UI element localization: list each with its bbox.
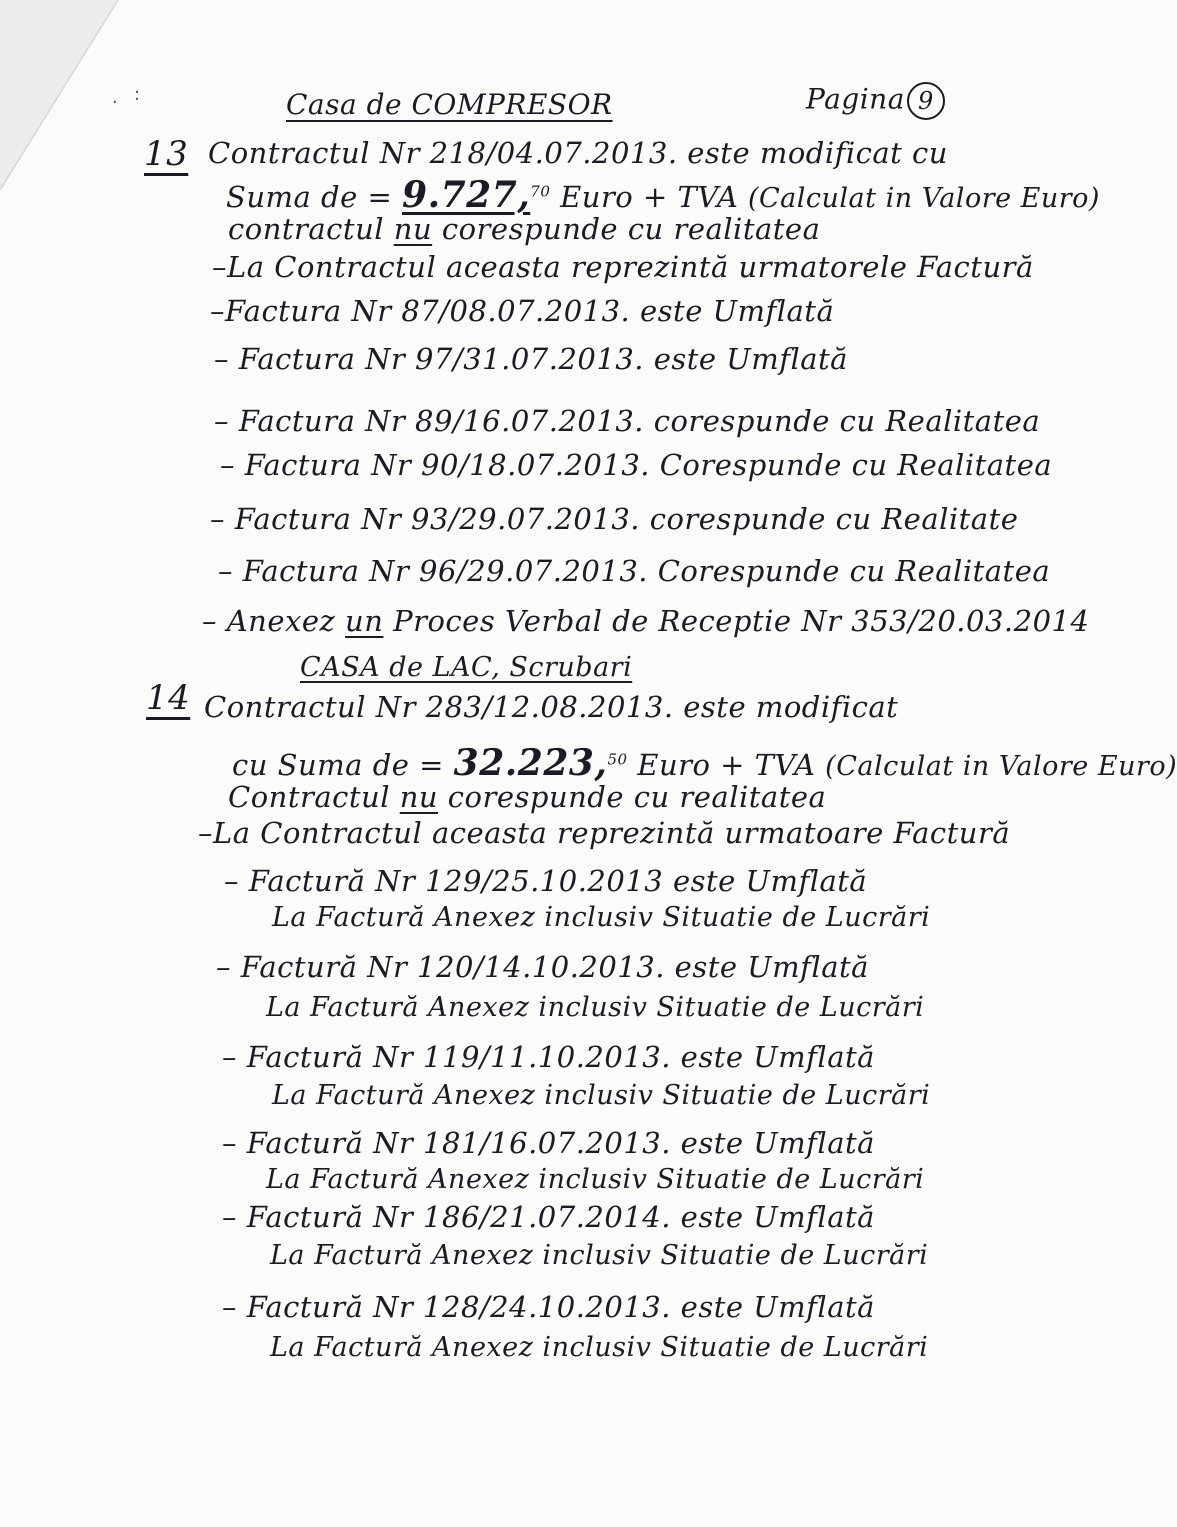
section-14-invoice-6: – Factură Nr 128/24.10.2013. este Umflată (222, 1290, 875, 1324)
section-13-invoice-2: – Factura Nr 97/31.07.2013. este Umflată (214, 342, 848, 376)
amount-currency: Euro + TVA (550, 180, 748, 214)
reality-text-c: corespunde cu realitatea (432, 212, 821, 246)
scan-speck: · (112, 92, 118, 113)
section-14-invoice-5-note: La Factură Anexez inclusiv Situatie de Lucrări (270, 1240, 929, 1271)
scan-speck: : (134, 84, 141, 105)
section-13-contract-line: Contractul Nr 218/04.07.2013. este modificat cu (208, 136, 948, 170)
section-14-invoice-5: – Factură Nr 186/21.07.2014. este Umflată (222, 1200, 875, 1234)
amount-cents: 70 (530, 182, 551, 201)
page-title: Casa de COMPRESOR (286, 88, 613, 121)
page-label: Pagina (806, 82, 905, 116)
annex-text-c: Proces Verbal de Receptie Nr 353/20.03.2014 (383, 604, 1090, 638)
amount-note: (Calculat in Valore Euro) (825, 751, 1177, 782)
annex-text-a: – Anexez (202, 604, 346, 638)
section-13-reality-line (228, 212, 820, 246)
section-13-invoice-1: –Factura Nr 87/08.07.2013. este Umflată (210, 294, 835, 328)
section-14-number: 14 (146, 678, 191, 718)
section-14-invoice-3-note: La Factură Anexez inclusiv Situatie de Lucrări (272, 1080, 931, 1111)
section-14-contract-line: Contractul Nr 283/12.08.2013. este modificat (204, 690, 899, 724)
reality-text-nu: nu (399, 780, 439, 814)
section-14-invoice-4: – Factură Nr 181/16.07.2013. este Umflată (222, 1126, 875, 1160)
section-14-invoice-1: – Factură Nr 129/25.10.2013 este Umflată (224, 864, 868, 898)
section-14-heading: CASA de LAC, Scrubari (300, 652, 633, 683)
amount-prefix: Suma de = (226, 180, 403, 214)
section-14-invoice-2-note: La Factură Anexez inclusiv Situatie de Lucrări (266, 992, 925, 1023)
scan-edge-shadow (0, 0, 120, 200)
section-13-invoice-6: – Factura Nr 96/29.07.2013. Corespunde cu Realitatea (218, 554, 1051, 588)
section-13-invoice-4: – Factura Nr 90/18.07.2013. Corespunde cu Realitatea (220, 448, 1053, 482)
section-13-number: 13 (144, 134, 189, 174)
section-14-invoice-3: – Factură Nr 119/11.10.2013. este Umflată (222, 1040, 875, 1074)
amount-currency: Euro + TVA (627, 748, 826, 782)
page-number-circle: 9 (907, 82, 945, 120)
amount-value: 32.223, (453, 742, 608, 784)
section-13-invoice-5: – Factura Nr 93/29.07.2013. corespunde cu Realitate (210, 502, 1019, 536)
amount-prefix: cu Suma de = (232, 748, 454, 782)
section-14-reality-line (228, 780, 826, 814)
page-number-label (806, 82, 945, 120)
reality-text-a: Contractul (228, 780, 400, 814)
section-14-invoice-2: – Factură Nr 120/14.10.2013. este Umflată (216, 950, 869, 984)
section-14-invoice-4-note: La Factură Anexez inclusiv Situatie de Lucrări (266, 1164, 925, 1195)
section-14-invoices-intro: –La Contractul aceasta reprezintă urmatoare Factură (198, 816, 1011, 850)
reality-text-c: corespunde cu realitatea (438, 780, 827, 814)
amount-cents: 50 (607, 750, 628, 769)
annex-text-un: un (345, 604, 384, 638)
section-13-invoices-intro: –La Contractul aceasta reprezintă urmatorele Factură (212, 250, 1034, 284)
section-13-annex-line (202, 604, 1089, 638)
amount-value: 9.727, (402, 174, 531, 216)
section-13-amount-line (226, 174, 1100, 216)
amount-note: (Calculat in Valore Euro) (747, 183, 1100, 214)
reality-text-nu: nu (393, 212, 433, 246)
section-14-amount-line (232, 742, 1177, 784)
reality-text-a: contractul (228, 212, 394, 246)
section-14-invoice-1-note: La Factură Anexez inclusiv Situatie de Lucrări (272, 902, 931, 933)
section-14-invoice-6-note: La Factură Anexez inclusiv Situatie de Lucrări (270, 1332, 929, 1363)
section-13-invoice-3: – Factura Nr 89/16.07.2013. corespunde cu Realitatea (214, 404, 1041, 438)
